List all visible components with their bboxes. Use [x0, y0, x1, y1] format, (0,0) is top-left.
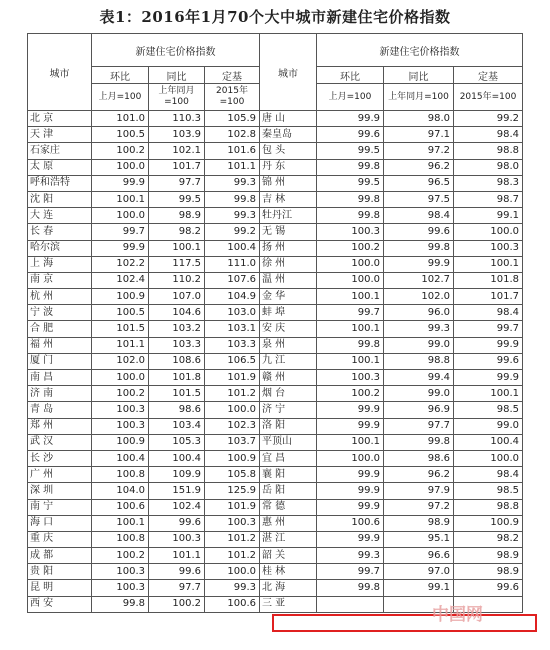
mom-value: 100.1	[317, 353, 384, 369]
mom-value: 100.1	[92, 191, 149, 207]
mom-value: 99.9	[317, 111, 384, 127]
city-name: 徐 州	[260, 256, 317, 272]
yoy-value: 109.9	[149, 467, 205, 483]
yoy-value: 103.2	[149, 321, 205, 337]
base-value: 103.7	[205, 434, 260, 450]
yoy-value: 98.0	[384, 111, 454, 127]
base-value: 101.9	[205, 370, 260, 386]
yoy-value: 99.0	[384, 337, 454, 353]
mom-value: 100.3	[92, 580, 149, 596]
base-value: 101.7	[454, 289, 523, 305]
city-name: 洛 阳	[260, 418, 317, 434]
city-name: 深 圳	[28, 483, 92, 499]
city-name: 南 京	[28, 272, 92, 288]
city-name: 大 连	[28, 208, 92, 224]
yoy-value: 99.0	[384, 386, 454, 402]
mom-value: 99.7	[92, 224, 149, 240]
city-name: 海 口	[28, 515, 92, 531]
base-value: 99.7	[454, 321, 523, 337]
mom-value: 100.1	[317, 321, 384, 337]
base-value: 98.8	[454, 143, 523, 159]
mom-value: 102.2	[92, 256, 149, 272]
base-value: 100.0	[454, 224, 523, 240]
yoy-value: 97.7	[149, 580, 205, 596]
city-name: 三 亚	[260, 596, 317, 612]
yoy-value: 96.0	[384, 305, 454, 321]
yoy-header: 同比	[384, 67, 454, 84]
yoy-value: 99.8	[384, 240, 454, 256]
yoy-value: 97.1	[384, 127, 454, 143]
table-row	[28, 402, 523, 418]
yoy-value: 102.7	[384, 272, 454, 288]
mom-value: 100.2	[92, 143, 149, 159]
price-index-table	[27, 33, 523, 613]
city-name: 天 津	[28, 127, 92, 143]
yoy-value: 99.6	[384, 224, 454, 240]
yoy-header: 同比	[149, 67, 205, 84]
table-row	[28, 564, 523, 580]
city-name: 湛 江	[260, 531, 317, 547]
base-value: 98.3	[454, 175, 523, 191]
city-name: 锦 州	[260, 175, 317, 191]
yoy-value: 97.9	[384, 483, 454, 499]
base-value: 100.9	[205, 450, 260, 466]
table-row	[28, 337, 523, 353]
city-name: 呼和浩特	[28, 175, 92, 191]
yoy-value: 96.2	[384, 467, 454, 483]
base-value: 99.9	[454, 370, 523, 386]
fixed-base-header: 2015年=100	[205, 84, 260, 111]
table-row	[28, 548, 523, 564]
city-name: 武 汉	[28, 434, 92, 450]
table-row	[28, 321, 523, 337]
mom-value: 100.3	[317, 370, 384, 386]
city-name: 常 德	[260, 499, 317, 515]
mom-value: 100.0	[317, 256, 384, 272]
mom-value: 99.7	[317, 564, 384, 580]
yoy-value: 99.5	[149, 191, 205, 207]
table-row	[28, 418, 523, 434]
city-name: 秦皇岛	[260, 127, 317, 143]
city-name: 杭 州	[28, 289, 92, 305]
yoy-value: 103.9	[149, 127, 205, 143]
mom-value: 100.3	[92, 418, 149, 434]
city-header: 城市	[28, 34, 92, 111]
city-name: 合 肥	[28, 321, 92, 337]
yoy-value: 110.3	[149, 111, 205, 127]
yoy-value: 102.4	[149, 499, 205, 515]
city-name: 南 宁	[28, 499, 92, 515]
base-value: 101.6	[205, 143, 260, 159]
mom-value: 100.5	[92, 305, 149, 321]
base-value: 98.2	[454, 531, 523, 547]
city-name: 牡丹江	[260, 208, 317, 224]
city-name: 长 春	[28, 224, 92, 240]
city-name: 西 安	[28, 596, 92, 612]
city-name: 蚌 埠	[260, 305, 317, 321]
base-value: 98.4	[454, 127, 523, 143]
table-row	[28, 499, 523, 515]
city-name: 惠 州	[260, 515, 317, 531]
city-name: 济 南	[28, 386, 92, 402]
base-value: 100.1	[454, 386, 523, 402]
yoy-value: 103.3	[149, 337, 205, 353]
mom-base-header: 上月=100	[317, 84, 384, 111]
base-value: 98.5	[454, 483, 523, 499]
mom-value: 101.5	[92, 321, 149, 337]
yoy-value: 151.9	[149, 483, 205, 499]
table-row	[28, 305, 523, 321]
city-name: 烟 台	[260, 386, 317, 402]
city-name: 南 昌	[28, 370, 92, 386]
yoy-value: 101.8	[149, 370, 205, 386]
city-name: 金 华	[260, 289, 317, 305]
mom-value: 100.2	[317, 386, 384, 402]
base-value: 105.9	[205, 111, 260, 127]
city-name: 九 江	[260, 353, 317, 369]
mom-value: 100.1	[317, 434, 384, 450]
mom-value: 100.0	[92, 208, 149, 224]
yoy-value: 98.6	[384, 450, 454, 466]
mom-value: 99.5	[317, 143, 384, 159]
mom-value: 99.8	[317, 580, 384, 596]
yoy-value: 97.7	[149, 175, 205, 191]
mom-value: 99.9	[92, 175, 149, 191]
base-value: 100.4	[454, 434, 523, 450]
mom-value: 99.9	[317, 499, 384, 515]
base-value: 111.0	[205, 256, 260, 272]
table-row	[28, 483, 523, 499]
table-row	[28, 224, 523, 240]
base-value: 99.2	[205, 224, 260, 240]
mom-value: 99.8	[92, 596, 149, 612]
base-value: 103.3	[205, 337, 260, 353]
mom-value: 100.0	[92, 159, 149, 175]
city-name: 哈尔滨	[28, 240, 92, 256]
mom-value: 99.5	[317, 175, 384, 191]
table-row	[28, 580, 523, 596]
base-value: 99.0	[454, 418, 523, 434]
yoy-value: 103.4	[149, 418, 205, 434]
city-name: 丹 东	[260, 159, 317, 175]
base-value: 99.2	[454, 111, 523, 127]
table-row	[28, 256, 523, 272]
mom-value: 99.8	[317, 191, 384, 207]
base-value: 100.3	[454, 240, 523, 256]
base-value: 125.9	[205, 483, 260, 499]
yoy-value: 99.3	[384, 321, 454, 337]
yoy-value: 108.6	[149, 353, 205, 369]
yoy-value: 97.5	[384, 191, 454, 207]
base-value: 98.0	[454, 159, 523, 175]
yoy-value: 99.1	[384, 580, 454, 596]
table-row	[28, 191, 523, 207]
yoy-value: 99.9	[384, 256, 454, 272]
yoy-value: 102.1	[149, 143, 205, 159]
mom-value: 100.5	[92, 127, 149, 143]
city-name: 济 宁	[260, 402, 317, 418]
mom-value: 100.0	[92, 370, 149, 386]
city-name: 福 州	[28, 337, 92, 353]
city-name: 长 沙	[28, 450, 92, 466]
city-name: 平顶山	[260, 434, 317, 450]
city-name: 太 原	[28, 159, 92, 175]
city-name: 泉 州	[260, 337, 317, 353]
city-name: 广 州	[28, 467, 92, 483]
yoy-value: 96.6	[384, 548, 454, 564]
yoy-value: 100.1	[149, 240, 205, 256]
base-value: 100.3	[205, 515, 260, 531]
table-row	[28, 127, 523, 143]
mom-header: 环比	[92, 67, 149, 84]
table-row	[28, 467, 523, 483]
yoy-value: 101.5	[149, 386, 205, 402]
table-row	[28, 450, 523, 466]
base-value: 100.0	[454, 450, 523, 466]
yoy-value: 100.2	[149, 596, 205, 612]
mom-value: 102.4	[92, 272, 149, 288]
yoy-value: 117.5	[149, 256, 205, 272]
mom-value: 100.4	[92, 450, 149, 466]
yoy-value: 99.6	[149, 515, 205, 531]
yoy-value: 98.2	[149, 224, 205, 240]
base-value: 99.6	[454, 353, 523, 369]
city-name: 上 海	[28, 256, 92, 272]
yoy-value: 97.7	[384, 418, 454, 434]
base-value: 100.4	[205, 240, 260, 256]
yoy-value: 98.9	[384, 515, 454, 531]
base-value: 98.5	[454, 402, 523, 418]
base-value: 99.9	[454, 337, 523, 353]
base-value: 98.4	[454, 305, 523, 321]
mom-value: 101.1	[92, 337, 149, 353]
yoy-value: 96.5	[384, 175, 454, 191]
base-value: 98.8	[454, 499, 523, 515]
base-value: 101.2	[205, 531, 260, 547]
base-value: 99.3	[205, 208, 260, 224]
mom-value: 100.3	[317, 224, 384, 240]
yoy-value: 96.2	[384, 159, 454, 175]
mom-base-header: 上月=100	[92, 84, 149, 111]
table-row	[28, 143, 523, 159]
city-name: 桂 林	[260, 564, 317, 580]
mom-value: 99.8	[317, 208, 384, 224]
city-name: 沈 阳	[28, 191, 92, 207]
mom-value: 100.8	[92, 467, 149, 483]
table-body	[28, 111, 523, 613]
mom-value: 99.3	[317, 548, 384, 564]
base-value: 103.0	[205, 305, 260, 321]
table-row	[28, 159, 523, 175]
table-row	[28, 175, 523, 191]
table-row	[28, 111, 523, 127]
base-value: 100.9	[454, 515, 523, 531]
base-value: 103.1	[205, 321, 260, 337]
base-value: 99.6	[454, 580, 523, 596]
base-value: 98.7	[454, 191, 523, 207]
mom-header: 环比	[317, 67, 384, 84]
mom-value: 100.2	[92, 386, 149, 402]
yoy-value: 99.8	[384, 434, 454, 450]
base-value: 101.2	[205, 386, 260, 402]
city-name: 北 京	[28, 111, 92, 127]
city-name: 扬 州	[260, 240, 317, 256]
yoy-value: 97.0	[384, 564, 454, 580]
yoy-value: 100.4	[149, 450, 205, 466]
yoy-value: 99.4	[384, 370, 454, 386]
city-name: 石家庄	[28, 143, 92, 159]
mom-value: 99.8	[317, 159, 384, 175]
base-value: 98.9	[454, 564, 523, 580]
base-value: 107.6	[205, 272, 260, 288]
yoy-value: 98.4	[384, 208, 454, 224]
table-title: 表1：2016年1月70个大中城市新建住宅价格指数	[99, 8, 451, 26]
mom-value: 100.2	[92, 548, 149, 564]
base-value: 98.9	[454, 548, 523, 564]
table-row	[28, 240, 523, 256]
yoy-value: 102.0	[384, 289, 454, 305]
base-value: 100.0	[205, 564, 260, 580]
city-name: 岳 阳	[260, 483, 317, 499]
yoy-base-header: 上年同月=100	[384, 84, 454, 111]
base-value: 104.9	[205, 289, 260, 305]
city-name: 安 庆	[260, 321, 317, 337]
table-row	[28, 434, 523, 450]
mom-value: 100.9	[92, 434, 149, 450]
base-value: 100.1	[454, 256, 523, 272]
city-name: 唐 山	[260, 111, 317, 127]
base-value: 98.4	[454, 467, 523, 483]
base-value: 99.8	[205, 191, 260, 207]
yoy-value: 100.3	[149, 531, 205, 547]
city-name: 无 锡	[260, 224, 317, 240]
mom-value: 100.3	[92, 564, 149, 580]
table-row	[28, 208, 523, 224]
yoy-value: 98.8	[384, 353, 454, 369]
city-name: 宁 波	[28, 305, 92, 321]
mom-value: 104.0	[92, 483, 149, 499]
mom-value: 99.6	[317, 127, 384, 143]
base-value: 105.8	[205, 467, 260, 483]
city-name: 宜 昌	[260, 450, 317, 466]
base-value: 101.8	[454, 272, 523, 288]
mom-value: 99.8	[317, 337, 384, 353]
mom-value: 99.9	[317, 467, 384, 483]
yoy-value: 96.9	[384, 402, 454, 418]
base-value: 101.1	[205, 159, 260, 175]
base-value: 101.9	[205, 499, 260, 515]
index-group-header: 新建住宅价格指数	[317, 34, 523, 67]
mom-value	[317, 596, 384, 612]
watermark-logo: 中国网	[432, 605, 483, 625]
mom-value: 99.9	[317, 483, 384, 499]
mom-value: 99.9	[317, 418, 384, 434]
mom-value: 100.0	[317, 272, 384, 288]
city-name: 郑 州	[28, 418, 92, 434]
mom-value: 100.6	[317, 515, 384, 531]
city-name: 吉 林	[260, 191, 317, 207]
mom-value: 100.8	[92, 531, 149, 547]
mom-value: 99.9	[92, 240, 149, 256]
mom-value: 99.9	[317, 531, 384, 547]
mom-value: 100.1	[92, 515, 149, 531]
base-header: 定基	[454, 67, 523, 84]
city-name: 北 海	[260, 580, 317, 596]
base-value: 100.6	[205, 596, 260, 612]
table-row	[28, 272, 523, 288]
table-row	[28, 370, 523, 386]
base-value: 100.0	[205, 402, 260, 418]
mom-value: 100.1	[317, 289, 384, 305]
yoy-value: 98.9	[149, 208, 205, 224]
mom-value: 101.0	[92, 111, 149, 127]
city-header: 城市	[260, 34, 317, 111]
city-name: 包 头	[260, 143, 317, 159]
mom-value: 100.6	[92, 499, 149, 515]
table-row	[28, 289, 523, 305]
yoy-value: 97.2	[384, 499, 454, 515]
base-header: 定基	[205, 67, 260, 84]
yoy-base-header: 上年同月=100	[149, 84, 205, 111]
mom-value: 100.9	[92, 289, 149, 305]
table-row	[28, 531, 523, 547]
yoy-value: 101.1	[149, 548, 205, 564]
table-row	[28, 515, 523, 531]
base-value: 102.8	[205, 127, 260, 143]
city-name: 温 州	[260, 272, 317, 288]
index-group-header: 新建住宅价格指数	[92, 34, 260, 67]
mom-value: 99.9	[317, 402, 384, 418]
city-name: 韶 关	[260, 548, 317, 564]
yoy-value: 95.1	[384, 531, 454, 547]
base-value: 106.5	[205, 353, 260, 369]
base-value: 101.2	[205, 548, 260, 564]
yoy-value: 99.6	[149, 564, 205, 580]
fixed-base-header: 2015年=100	[454, 84, 523, 111]
city-name: 赣 州	[260, 370, 317, 386]
mom-value: 99.7	[317, 305, 384, 321]
mom-value: 102.0	[92, 353, 149, 369]
yoy-value: 107.0	[149, 289, 205, 305]
mom-value: 100.2	[317, 240, 384, 256]
city-name: 襄 阳	[260, 467, 317, 483]
mom-value: 100.3	[92, 402, 149, 418]
city-name: 重 庆	[28, 531, 92, 547]
yoy-value: 110.2	[149, 272, 205, 288]
yoy-value: 98.6	[149, 402, 205, 418]
yoy-value: 104.6	[149, 305, 205, 321]
base-value: 99.1	[454, 208, 523, 224]
highlight-box	[272, 614, 537, 632]
yoy-value: 101.7	[149, 159, 205, 175]
city-name: 厦 门	[28, 353, 92, 369]
base-value: 99.3	[205, 175, 260, 191]
yoy-value: 105.3	[149, 434, 205, 450]
yoy-value: 97.2	[384, 143, 454, 159]
table-row	[28, 386, 523, 402]
city-name: 昆 明	[28, 580, 92, 596]
mom-value: 100.0	[317, 450, 384, 466]
table-row	[28, 353, 523, 369]
city-name: 青 岛	[28, 402, 92, 418]
base-value: 99.3	[205, 580, 260, 596]
city-name: 贵 阳	[28, 564, 92, 580]
base-value: 102.3	[205, 418, 260, 434]
city-name: 成 都	[28, 548, 92, 564]
